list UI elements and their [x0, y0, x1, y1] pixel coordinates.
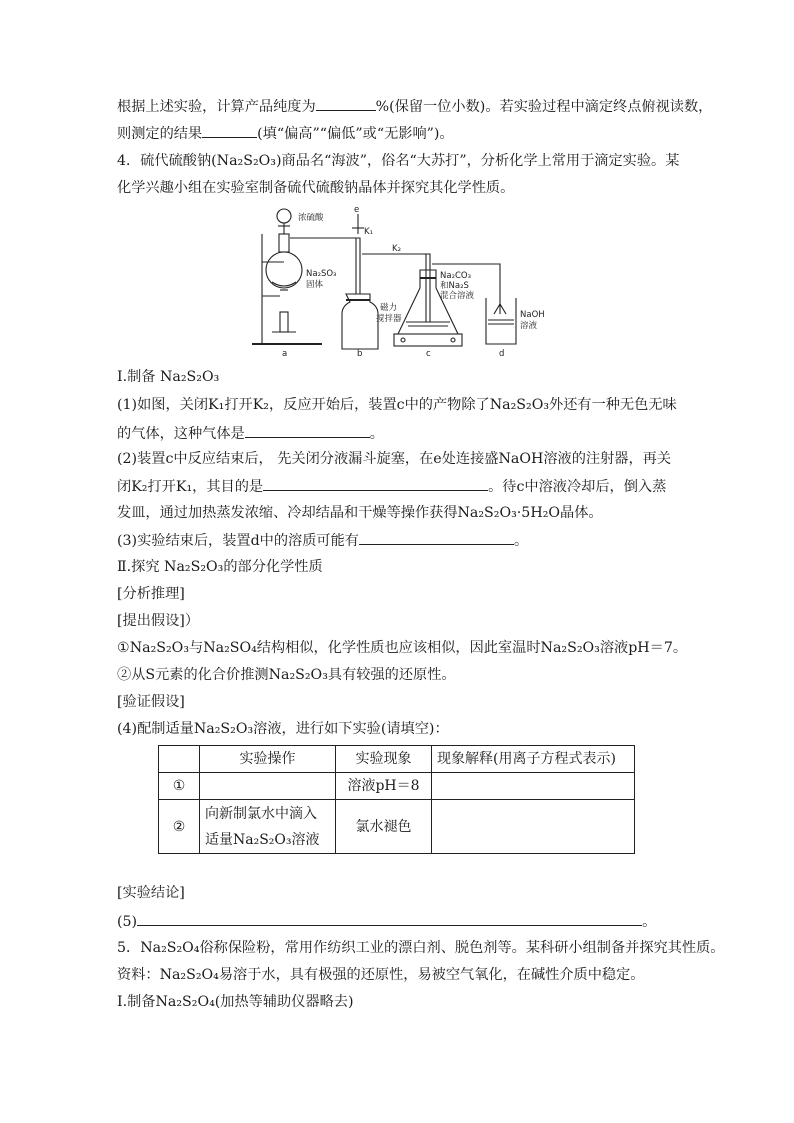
table-header-row	[159, 746, 635, 773]
label-na2so3-2: 固体	[306, 280, 324, 290]
text: 闭K₂打开K₁，其目的是	[117, 479, 264, 495]
cell-operation[interactable]	[200, 773, 336, 800]
question-2b	[117, 476, 666, 497]
analysis-heading: [分析推理]	[117, 586, 185, 602]
question-1a: (1)如图，关闭K₁打开K₂，反应开始后，装置c中的产物除了Na₂S₂O₃外还有一种无色无味	[117, 397, 677, 413]
answer-blank-2[interactable]	[263, 476, 488, 491]
cell-observation: 溶液pH＝8	[336, 773, 432, 800]
text: 。	[514, 533, 529, 549]
question-4-intro-2: 化学兴趣小组在实验室制备硫代硫酸钠晶体并探究其化学性质。	[117, 180, 515, 196]
result-line	[117, 123, 454, 144]
label-d: d	[499, 349, 505, 359]
hypothesis-2: ②从S元素的化合价推测Na₂S₂O₃具有较强的还原性。	[117, 667, 456, 683]
question-1b	[117, 423, 384, 444]
question-5-intro: 5．Na₂S₂O₄俗称保险粉，常用作纺织工业的漂白剂、脱色剂等。某科研小组制备并探究其性质。	[117, 940, 725, 956]
part-2-heading: Ⅱ.探究 Na₂S₂O₃的部分化学性质	[117, 559, 323, 575]
question-5	[117, 911, 656, 932]
text: 的气体，这种气体是	[117, 426, 245, 442]
label-a: a	[282, 349, 288, 359]
text: 。	[642, 914, 657, 930]
text: (3)实验结束后，装置d中的溶质可能有	[117, 533, 359, 549]
row-number: ①	[159, 773, 200, 800]
table-header: 现象解释(用离子方程式表示)	[432, 746, 635, 773]
row-number: ②	[159, 800, 200, 854]
label-na2so3-1: Na₂SO₃	[306, 269, 337, 279]
text: 。	[369, 426, 384, 442]
text: %(保留一位小数)。若实验过程中滴定终点俯视读数，	[375, 99, 713, 115]
label-b: b	[357, 349, 363, 359]
conclusion-heading: [实验结论]	[117, 885, 185, 901]
apparatus-diagram	[250, 204, 550, 360]
table-header	[159, 746, 200, 773]
table-row	[159, 773, 635, 800]
label-naoh-1: NaOH	[520, 310, 545, 320]
table-row	[159, 800, 635, 854]
verify-heading: [验证假设]	[117, 694, 185, 710]
text: 则测定的结果	[117, 126, 203, 142]
label-conc-acid: 浓硫酸	[298, 213, 324, 223]
table-header: 实验现象	[336, 746, 432, 773]
experiment-table	[158, 745, 635, 854]
part-3-heading: Ⅰ.制备Na₂S₂O₄(加热等辅助仪器略去)	[117, 994, 354, 1010]
info-line: 资料：Na₂S₂O₄易溶于水，具有极强的还原性，易被空气氧化，在碱性介质中稳定。	[117, 967, 645, 983]
table-header: 实验操作	[200, 746, 336, 773]
answer-blank-purity[interactable]	[316, 96, 376, 111]
hypothesis-heading: [提出假设]）	[117, 613, 200, 629]
answer-blank-3[interactable]	[359, 530, 514, 545]
label-k2: K₂	[392, 244, 401, 254]
question-4-intro: 4．硫代硫酸钠(Na₂S₂O₃)商品名“海波”，俗名“大苏打”，分析化学上常用于滴定实验。某	[117, 153, 680, 169]
text: (5)	[117, 914, 138, 930]
cell-explanation[interactable]	[432, 800, 635, 854]
cell-explanation[interactable]	[432, 773, 635, 800]
label-stirrer-2: 搅拌器	[376, 314, 402, 324]
purity-line	[117, 96, 712, 117]
answer-blank-1[interactable]	[245, 423, 370, 438]
text: (填“偏高”“偏低”或“无影响”)。	[257, 126, 454, 142]
label-c: c	[426, 349, 431, 359]
answer-blank-result[interactable]	[202, 123, 257, 138]
label-k1: K₁	[364, 227, 373, 237]
text: 根据上述实验，计算产品纯度为	[117, 99, 316, 115]
question-4: (4)配制适量Na₂S₂O₃溶液，进行如下实验(请填空)：	[117, 721, 449, 737]
question-2c: 发皿，通过加热蒸发浓缩、冷却结晶和干燥等操作获得Na₂S₂O₃·5H₂O晶体。	[117, 505, 603, 521]
label-naoh-2: 溶液	[520, 321, 538, 331]
cell-observation: 氯水褪色	[336, 800, 432, 854]
label-na2co3-2: 和Na₂S	[440, 281, 469, 291]
answer-blank-5[interactable]	[137, 911, 642, 926]
hypothesis-1: ①Na₂S₂O₃与Na₂SO₄结构相似，化学性质也应该相似，因此室温时Na₂S₂O₃溶液pH＝7。	[117, 640, 688, 656]
label-stirrer-1: 磁力	[380, 303, 398, 313]
label-e: e	[354, 205, 360, 215]
part-1-heading: Ⅰ.制备 Na₂S₂O₃	[117, 369, 220, 385]
label-na2co3-3: 混合溶液	[440, 291, 475, 301]
label-na2co3-1: Na₂CO₃	[440, 271, 472, 281]
question-2a: (2)装置c中反应结束后， 先关闭分液漏斗旋塞，在e处连接盛NaOH溶液的注射器，再关	[117, 451, 672, 467]
cell-operation: 向新制氯水中滴入适量Na₂S₂O₃溶液	[200, 800, 336, 854]
text: 。待c中溶液冷却后，倒入蒸	[488, 479, 667, 495]
question-3	[117, 530, 528, 551]
